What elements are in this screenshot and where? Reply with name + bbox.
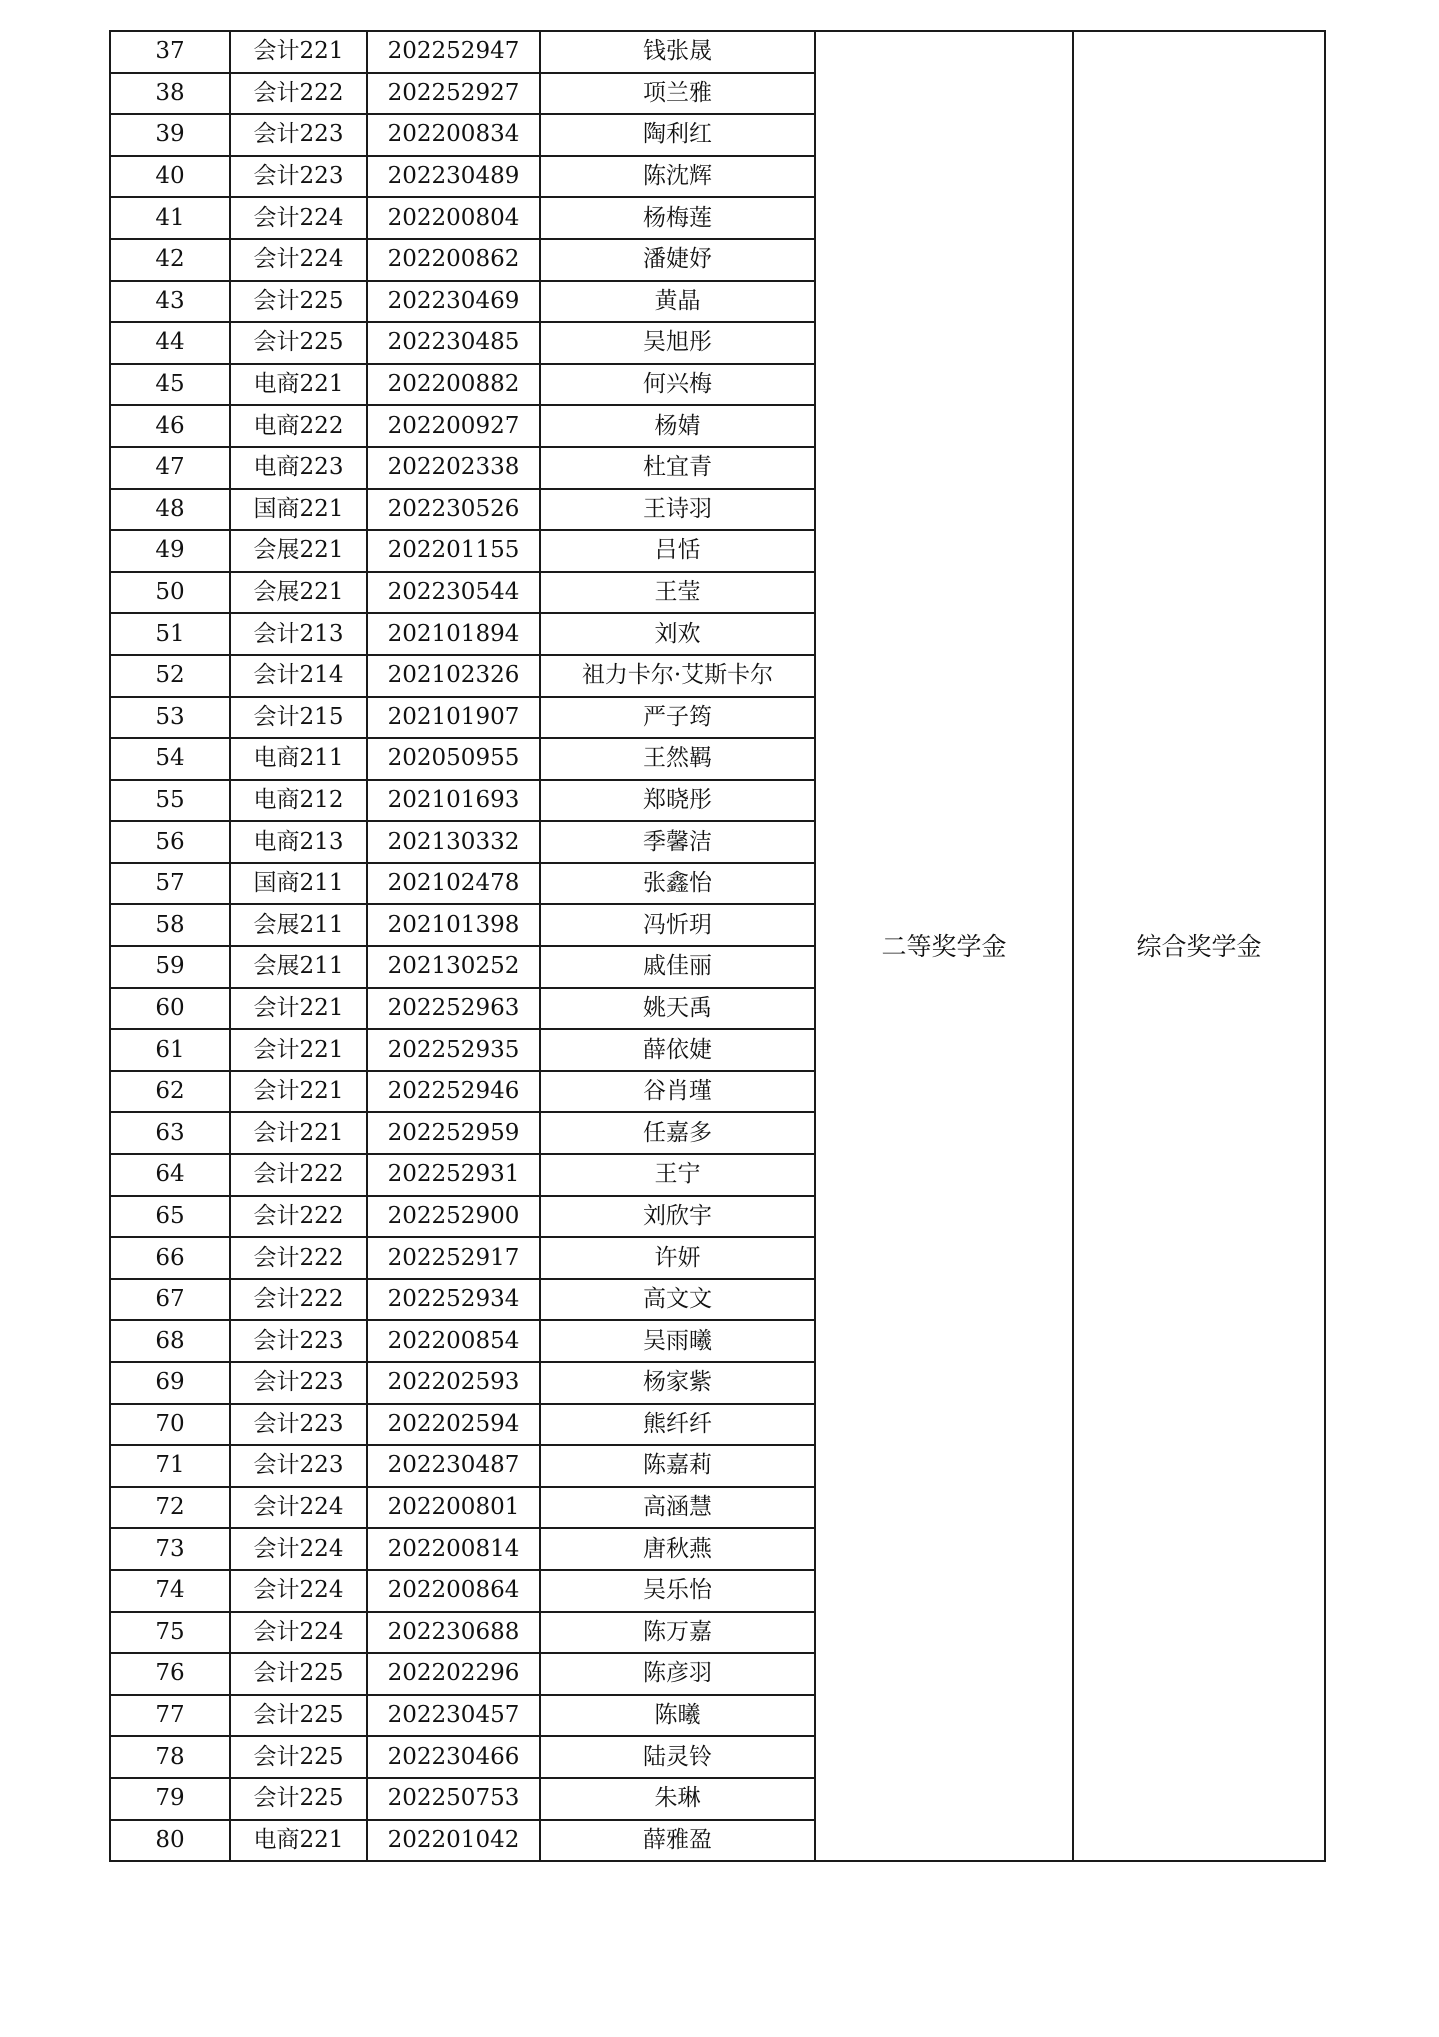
row-number-cell: 47 — [110, 447, 230, 489]
class-cell: 会计225 — [230, 1778, 367, 1820]
student-name-cell: 陈彦羽 — [540, 1653, 815, 1695]
class-cell: 电商223 — [230, 447, 367, 489]
class-cell: 会计224 — [230, 1612, 367, 1654]
student-name-cell: 黄晶 — [540, 281, 815, 323]
student-id-cell: 202230466 — [367, 1736, 540, 1778]
student-name-cell: 陈沈辉 — [540, 156, 815, 198]
student-name-cell: 陆灵铃 — [540, 1736, 815, 1778]
student-name-cell: 吴乐怡 — [540, 1570, 815, 1612]
row-number-cell: 58 — [110, 904, 230, 946]
student-name-cell: 王莹 — [540, 572, 815, 614]
student-name-cell: 杨家紫 — [540, 1362, 815, 1404]
student-name-cell: 王诗羽 — [540, 489, 815, 531]
student-name-cell: 冯忻玥 — [540, 904, 815, 946]
student-name-cell: 钱张晟 — [540, 31, 815, 73]
row-number-cell: 77 — [110, 1695, 230, 1737]
row-number-cell: 65 — [110, 1196, 230, 1238]
student-id-cell: 202101907 — [367, 697, 540, 739]
student-name-cell: 杜宜青 — [540, 447, 815, 489]
student-name-cell: 刘欣宇 — [540, 1196, 815, 1238]
student-name-cell: 陈嘉莉 — [540, 1445, 815, 1487]
class-cell: 会计224 — [230, 1528, 367, 1570]
class-cell: 电商222 — [230, 405, 367, 447]
row-number-cell: 74 — [110, 1570, 230, 1612]
student-id-cell: 202202594 — [367, 1404, 540, 1446]
class-cell: 会计225 — [230, 1736, 367, 1778]
student-id-cell: 202230485 — [367, 322, 540, 364]
class-cell: 会计214 — [230, 655, 367, 697]
class-cell: 会计223 — [230, 1320, 367, 1362]
student-name-cell: 任嘉多 — [540, 1112, 815, 1154]
student-id-cell: 202200862 — [367, 239, 540, 281]
student-id-cell: 202102478 — [367, 863, 540, 905]
student-name-cell: 薛雅盈 — [540, 1820, 815, 1862]
student-id-cell: 202252917 — [367, 1237, 540, 1279]
class-cell: 会计221 — [230, 1029, 367, 1071]
student-name-cell: 杨婧 — [540, 405, 815, 447]
table-row — [110, 31, 1325, 73]
row-number-cell: 51 — [110, 613, 230, 655]
student-name-cell: 高文文 — [540, 1279, 815, 1321]
class-cell: 会计221 — [230, 1071, 367, 1113]
row-number-cell: 64 — [110, 1154, 230, 1196]
student-name-cell: 吴雨曦 — [540, 1320, 815, 1362]
student-id-cell: 202230688 — [367, 1612, 540, 1654]
row-number-cell: 73 — [110, 1528, 230, 1570]
class-cell: 会展211 — [230, 946, 367, 988]
student-name-cell: 熊纤纤 — [540, 1404, 815, 1446]
student-id-cell: 202050955 — [367, 738, 540, 780]
student-id-cell: 202252934 — [367, 1279, 540, 1321]
student-id-cell: 202230469 — [367, 281, 540, 323]
student-id-cell: 202200854 — [367, 1320, 540, 1362]
student-name-cell: 谷肖瑾 — [540, 1071, 815, 1113]
student-id-cell: 202200882 — [367, 364, 540, 406]
class-cell: 会计225 — [230, 281, 367, 323]
student-name-cell: 姚天禹 — [540, 988, 815, 1030]
student-id-cell: 202200804 — [367, 197, 540, 239]
row-number-cell: 63 — [110, 1112, 230, 1154]
student-name-cell: 吴旭彤 — [540, 322, 815, 364]
student-id-cell: 202252931 — [367, 1154, 540, 1196]
student-id-cell: 202250753 — [367, 1778, 540, 1820]
class-cell: 会计213 — [230, 613, 367, 655]
student-id-cell: 202101693 — [367, 780, 540, 822]
row-number-cell: 72 — [110, 1487, 230, 1529]
class-cell: 会计222 — [230, 1196, 367, 1238]
class-cell: 会计225 — [230, 1653, 367, 1695]
row-number-cell: 40 — [110, 156, 230, 198]
student-id-cell: 202201042 — [367, 1820, 540, 1862]
student-name-cell: 祖力卡尔·艾斯卡尔 — [540, 655, 815, 697]
student-id-cell: 202200814 — [367, 1528, 540, 1570]
class-cell: 会计221 — [230, 31, 367, 73]
student-name-cell: 张鑫怡 — [540, 863, 815, 905]
student-id-cell: 202202593 — [367, 1362, 540, 1404]
class-cell: 会计224 — [230, 1487, 367, 1529]
student-name-cell: 戚佳丽 — [540, 946, 815, 988]
student-name-cell: 潘婕妤 — [540, 239, 815, 281]
class-cell: 国商211 — [230, 863, 367, 905]
student-name-cell: 陈曦 — [540, 1695, 815, 1737]
student-id-cell: 202130332 — [367, 821, 540, 863]
student-name-cell: 高涵慧 — [540, 1487, 815, 1529]
class-cell: 会计224 — [230, 239, 367, 281]
student-id-cell: 202252927 — [367, 73, 540, 115]
class-cell: 会展221 — [230, 530, 367, 572]
student-name-cell: 许妍 — [540, 1237, 815, 1279]
class-cell: 电商213 — [230, 821, 367, 863]
class-cell: 会计224 — [230, 1570, 367, 1612]
student-id-cell: 202230544 — [367, 572, 540, 614]
row-number-cell: 52 — [110, 655, 230, 697]
student-name-cell: 薛依婕 — [540, 1029, 815, 1071]
student-id-cell: 202201155 — [367, 530, 540, 572]
student-id-cell: 202252946 — [367, 1071, 540, 1113]
student-id-cell: 202200864 — [367, 1570, 540, 1612]
row-number-cell: 75 — [110, 1612, 230, 1654]
row-number-cell: 78 — [110, 1736, 230, 1778]
class-cell: 会计222 — [230, 1154, 367, 1196]
student-id-cell: 202230489 — [367, 156, 540, 198]
student-id-cell: 202202296 — [367, 1653, 540, 1695]
row-number-cell: 39 — [110, 114, 230, 156]
class-cell: 会计222 — [230, 73, 367, 115]
student-name-cell: 王宁 — [540, 1154, 815, 1196]
student-id-cell: 202101894 — [367, 613, 540, 655]
class-cell: 会计225 — [230, 322, 367, 364]
student-id-cell: 202130252 — [367, 946, 540, 988]
class-cell: 会展211 — [230, 904, 367, 946]
student-name-cell: 王然羁 — [540, 738, 815, 780]
row-number-cell: 69 — [110, 1362, 230, 1404]
class-cell: 会计225 — [230, 1695, 367, 1737]
student-name-cell: 陶利红 — [540, 114, 815, 156]
row-number-cell: 71 — [110, 1445, 230, 1487]
row-number-cell: 70 — [110, 1404, 230, 1446]
class-cell: 会计221 — [230, 1112, 367, 1154]
student-name-cell: 郑晓彤 — [540, 780, 815, 822]
class-cell: 会计223 — [230, 114, 367, 156]
row-number-cell: 54 — [110, 738, 230, 780]
student-id-cell: 202200834 — [367, 114, 540, 156]
student-name-cell: 陈万嘉 — [540, 1612, 815, 1654]
class-cell: 会计223 — [230, 156, 367, 198]
student-name-cell: 吕恬 — [540, 530, 815, 572]
class-cell: 会计224 — [230, 197, 367, 239]
row-number-cell: 48 — [110, 489, 230, 531]
row-number-cell: 55 — [110, 780, 230, 822]
student-id-cell: 202230487 — [367, 1445, 540, 1487]
row-number-cell: 50 — [110, 572, 230, 614]
row-number-cell: 49 — [110, 530, 230, 572]
row-number-cell: 42 — [110, 239, 230, 281]
row-number-cell: 68 — [110, 1320, 230, 1362]
award-level-cell: 二等奖学金 — [815, 31, 1073, 1861]
class-cell: 会计223 — [230, 1362, 367, 1404]
row-number-cell: 59 — [110, 946, 230, 988]
row-number-cell: 66 — [110, 1237, 230, 1279]
row-number-cell: 44 — [110, 322, 230, 364]
row-number-cell: 61 — [110, 1029, 230, 1071]
row-number-cell: 79 — [110, 1778, 230, 1820]
student-name-cell: 严子筠 — [540, 697, 815, 739]
row-number-cell: 45 — [110, 364, 230, 406]
student-name-cell: 季馨洁 — [540, 821, 815, 863]
row-number-cell: 57 — [110, 863, 230, 905]
student-id-cell: 202252947 — [367, 31, 540, 73]
student-id-cell: 202252959 — [367, 1112, 540, 1154]
class-cell: 电商221 — [230, 1820, 367, 1862]
student-name-cell: 刘欢 — [540, 613, 815, 655]
student-name-cell: 杨梅莲 — [540, 197, 815, 239]
student-id-cell: 202230526 — [367, 489, 540, 531]
scholarship-table — [109, 30, 1326, 1862]
row-number-cell: 38 — [110, 73, 230, 115]
class-cell: 国商221 — [230, 489, 367, 531]
student-name-cell: 项兰雅 — [540, 73, 815, 115]
class-cell: 会计215 — [230, 697, 367, 739]
class-cell: 电商221 — [230, 364, 367, 406]
row-number-cell: 60 — [110, 988, 230, 1030]
student-name-cell: 朱琳 — [540, 1778, 815, 1820]
student-id-cell: 202252900 — [367, 1196, 540, 1238]
class-cell: 会计223 — [230, 1445, 367, 1487]
row-number-cell: 67 — [110, 1279, 230, 1321]
class-cell: 会计222 — [230, 1237, 367, 1279]
class-cell: 会计223 — [230, 1404, 367, 1446]
class-cell: 会计222 — [230, 1279, 367, 1321]
class-cell: 会计221 — [230, 988, 367, 1030]
student-id-cell: 202252935 — [367, 1029, 540, 1071]
student-id-cell: 202202338 — [367, 447, 540, 489]
student-name-cell: 唐秋燕 — [540, 1528, 815, 1570]
class-cell: 会展221 — [230, 572, 367, 614]
student-id-cell: 202200927 — [367, 405, 540, 447]
student-id-cell: 202230457 — [367, 1695, 540, 1737]
student-id-cell: 202252963 — [367, 988, 540, 1030]
award-category-cell: 综合奖学金 — [1073, 31, 1325, 1861]
row-number-cell: 80 — [110, 1820, 230, 1862]
row-number-cell: 53 — [110, 697, 230, 739]
student-id-cell: 202102326 — [367, 655, 540, 697]
class-cell: 电商211 — [230, 738, 367, 780]
row-number-cell: 62 — [110, 1071, 230, 1113]
row-number-cell: 76 — [110, 1653, 230, 1695]
row-number-cell: 41 — [110, 197, 230, 239]
row-number-cell: 43 — [110, 281, 230, 323]
student-name-cell: 何兴梅 — [540, 364, 815, 406]
student-id-cell: 202101398 — [367, 904, 540, 946]
row-number-cell: 37 — [110, 31, 230, 73]
class-cell: 电商212 — [230, 780, 367, 822]
row-number-cell: 56 — [110, 821, 230, 863]
student-id-cell: 202200801 — [367, 1487, 540, 1529]
table-body — [110, 31, 1325, 1861]
row-number-cell: 46 — [110, 405, 230, 447]
